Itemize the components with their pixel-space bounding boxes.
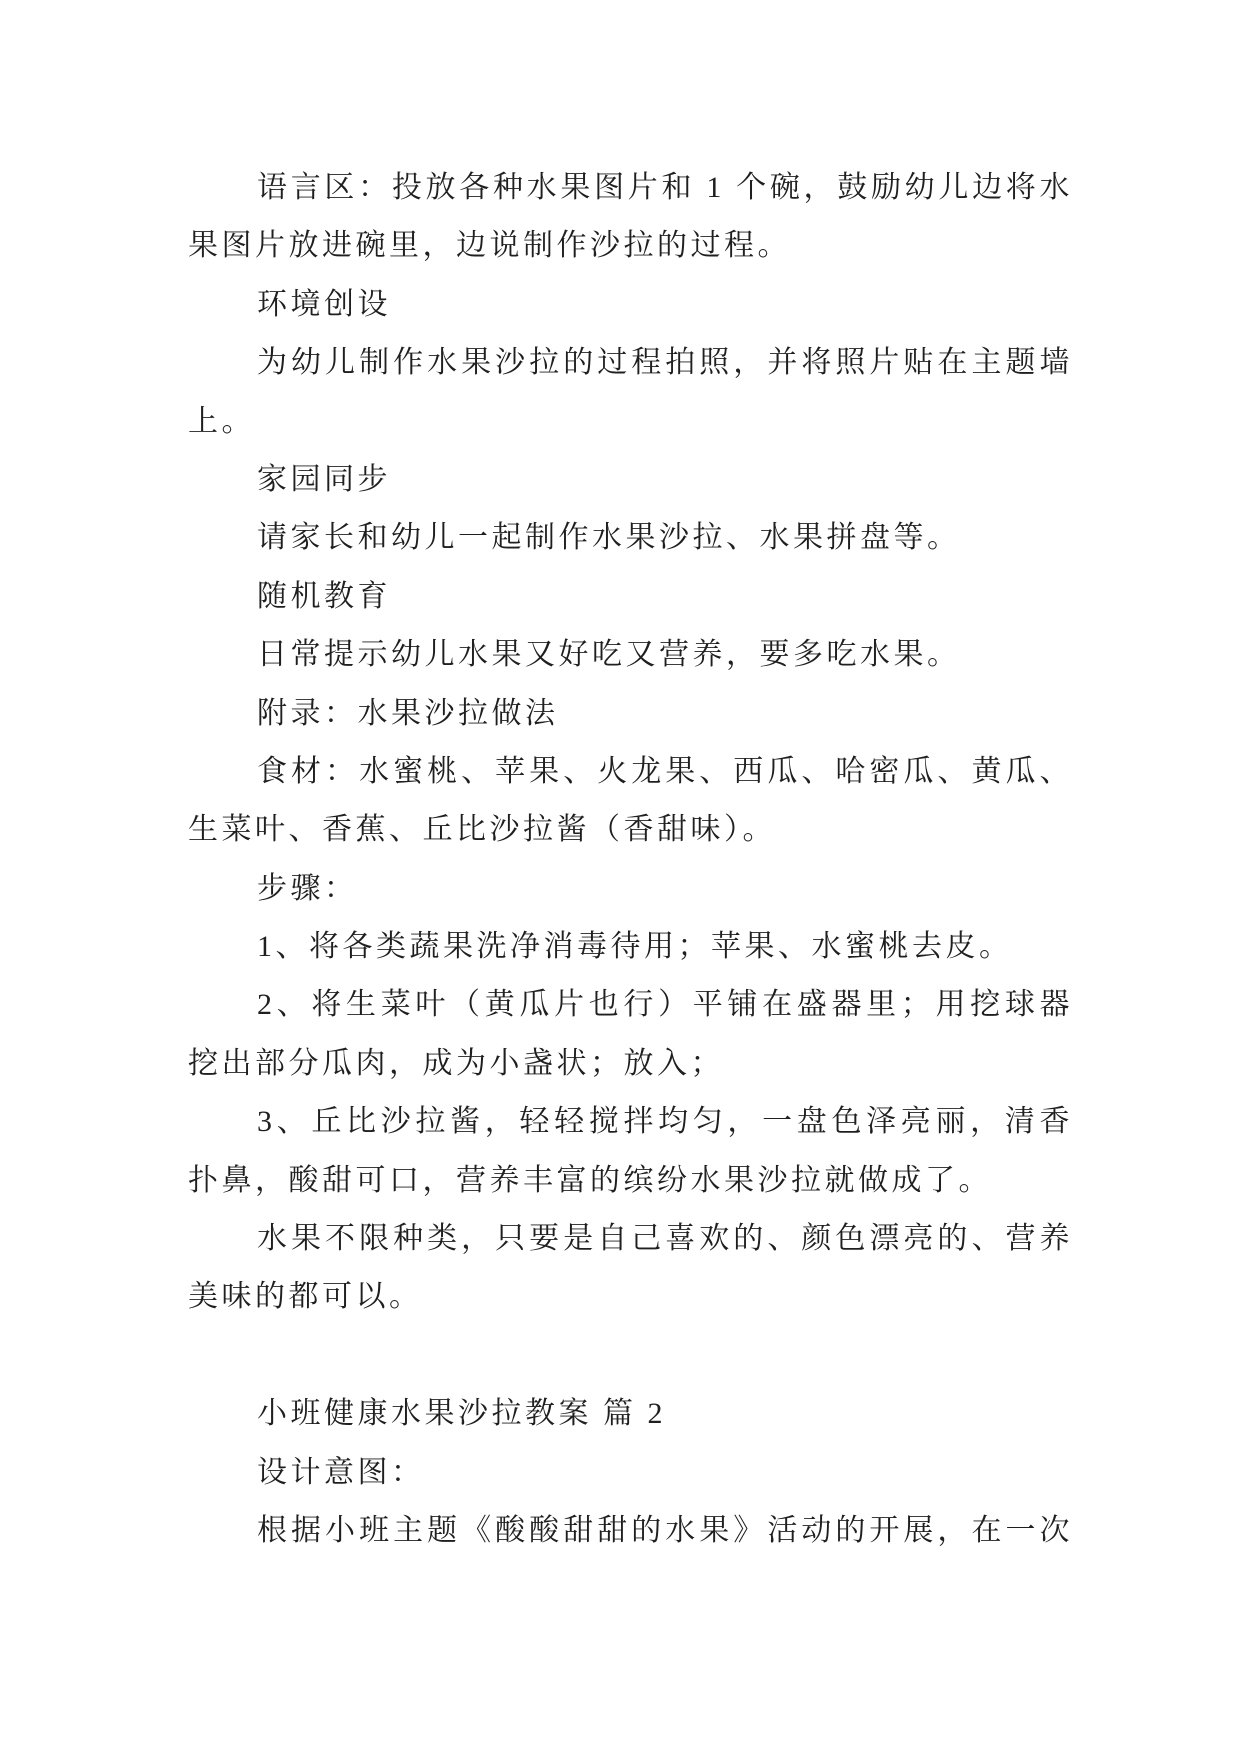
document-text: [188, 159, 1073, 1560]
text-line: 上。: [188, 404, 255, 438]
text-line: 扑鼻，酸甜可口，营养丰富的缤纷水果沙拉就做成了。: [188, 1163, 992, 1197]
text-line: 2、将生菜叶（黄瓜片也行）平铺在盛器里；用挖球器: [257, 988, 1073, 1022]
text-line: 美味的都可以。: [188, 1280, 423, 1314]
text-line: 设计意图：: [257, 1455, 425, 1489]
text-line: 随机教育: [257, 579, 391, 613]
text-line: 食材：水蜜桃、苹果、火龙果、西瓜、哈密瓜、黄瓜、: [257, 754, 1073, 788]
blank-line: [188, 1327, 1073, 1385]
text-line: 挖出部分瓜肉，成为小盏状；放入；: [188, 1046, 724, 1080]
text-line: 水果不限种类，只要是自己喜欢的、颜色漂亮的、营养: [257, 1222, 1073, 1256]
text-line: 3、丘比沙拉酱，轻轻搅拌均匀，一盘色泽亮丽，清香: [257, 1105, 1073, 1139]
text-line: 请家长和幼儿一起制作水果沙拉、水果拼盘等。: [257, 521, 961, 555]
text-line: 1、将各类蔬果洗净消毒待用；苹果、水蜜桃去皮。: [257, 930, 1013, 964]
text-line: 小班健康水果沙拉教案 篇 2: [257, 1397, 666, 1431]
text-line: 语言区：投放各种水果图片和 1 个碗，鼓励幼儿边将水: [257, 171, 1073, 204]
text-line: 日常提示幼儿水果又好吃又营养，要多吃水果。: [257, 638, 961, 672]
text-line: 生菜叶、香蕉、丘比沙拉酱（香甜味）。: [188, 813, 776, 847]
text-line: 果图片放进碗里，边说制作沙拉的过程。: [188, 229, 791, 263]
text-line: 根据小班主题《酸酸甜甜的水果》活动的开展，在一次: [257, 1513, 1073, 1547]
text-line: 步骤：: [257, 871, 358, 905]
text-line: 家园同步: [257, 462, 391, 496]
text-line: 环境创设: [257, 287, 391, 321]
text-line: 附录：水果沙拉做法: [257, 696, 559, 730]
text-line: 为幼儿制作水果沙拉的过程拍照，并将照片贴在主题墙: [257, 346, 1073, 380]
